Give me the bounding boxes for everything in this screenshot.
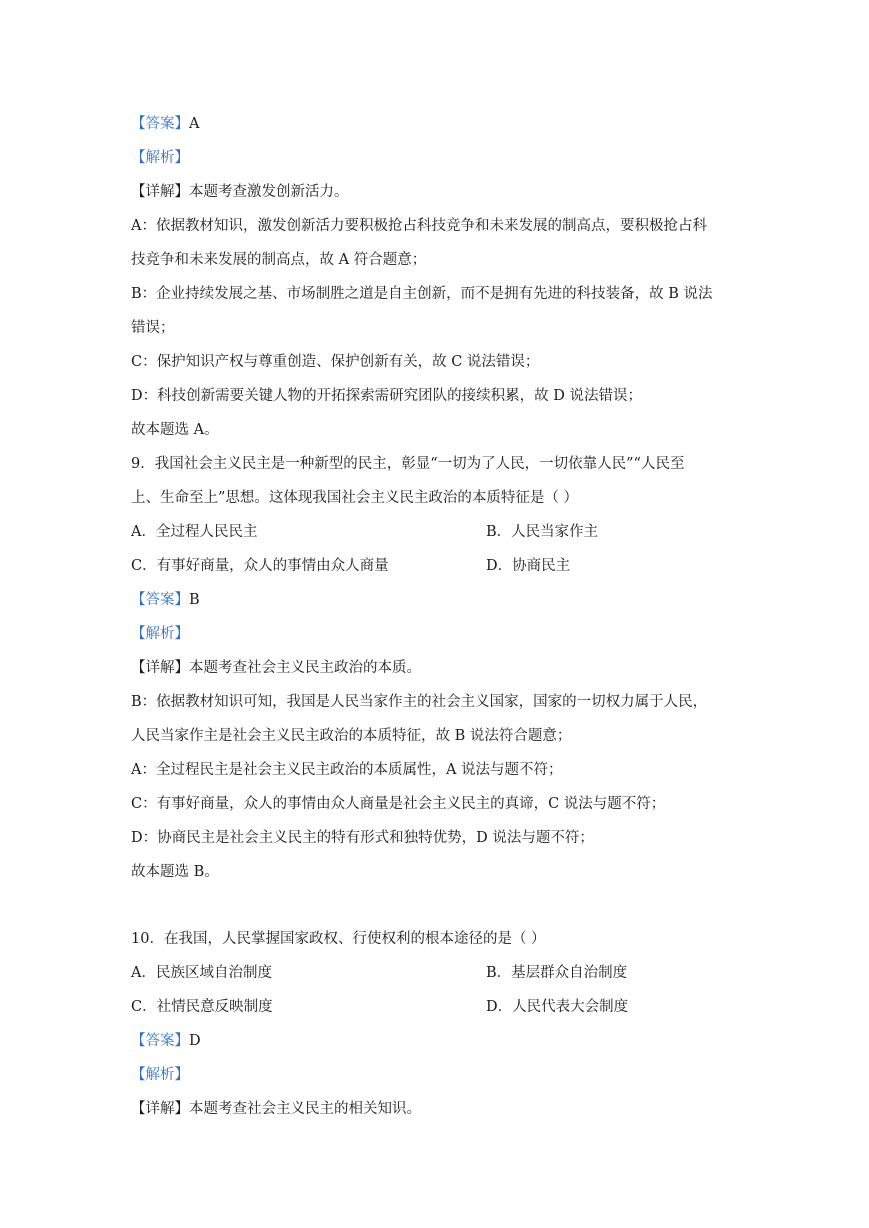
option-b: B．人民当家作主 [486, 524, 599, 540]
option-d: D．人民代表大会制度 [486, 999, 629, 1015]
question-9-stem: 9．我国社会主义民主是一种新型的民主，彰显“一切为了人民，一切依靠人民”“人民至 [131, 456, 685, 472]
detail-line-q9 [131, 651, 751, 685]
detail-line-q8 [131, 175, 751, 209]
explanation-line: 错误； [131, 320, 175, 336]
explanation-line: 人民当家作主是社会主义民主政治的本质特征，故 B 说法符合题意； [131, 728, 572, 744]
detail-label: 【详解】 [131, 184, 189, 200]
analysis-label: 【解析】 [131, 150, 189, 166]
explanation-line: D：科技创新需要关键人物的开拓探索需研究团队的接续积累，故 D 说法错误； [131, 388, 642, 404]
option-c: C．社情民意反映制度 [131, 999, 273, 1015]
explanation-line: C：有事好商量，众人的事情由众人商量是社会主义民主的真谛，C 说法与题不符； [131, 796, 666, 812]
answer-value: A [189, 116, 200, 132]
explanation-line: 故本题选 B。 [131, 864, 219, 880]
explanation-line: B：企业持续发展之基、市场制胜之道是自主创新，而不是拥有先进的科技装备，故 B 说法 [131, 286, 713, 302]
detail-label: 【详解】 [131, 660, 189, 676]
answer-value: B [189, 592, 200, 608]
option-d: D．协商民主 [486, 558, 571, 574]
detail-line-q10 [131, 1092, 751, 1126]
analysis-line-q9 [131, 617, 751, 651]
analysis-line-q8 [131, 141, 751, 175]
question-9-options-row [131, 515, 751, 549]
spacer [131, 889, 751, 922]
answer-line-q9 [131, 583, 751, 617]
detail-text: 本题考查社会主义民主政治的本质。 [189, 660, 421, 676]
question-10-options-row [131, 956, 751, 990]
answer-label: 【答案】 [131, 116, 189, 132]
question-10-stem: 10．在我国，人民掌握国家政权、行使权利的根本途径的是（ ） [131, 931, 546, 947]
explanation-line: A：依据教材知识，激发创新活力要积极抢占科技竞争和未来发展的制高点，要积极抢占科 [131, 218, 707, 234]
analysis-label: 【解析】 [131, 1067, 189, 1083]
question-9-stem: 上、生命至上”思想。这体现我国社会主义民主政治的本质特征是（ ） [131, 490, 579, 506]
option-b: B．基层群众自治制度 [486, 965, 628, 981]
explanation-line: D：协商民主是社会主义民主的特有形式和独特优势，D 说法与题不符； [131, 830, 594, 846]
question-10-options-row [131, 990, 751, 1024]
detail-text: 本题考查激发创新活力。 [189, 184, 349, 200]
question-9-options-row [131, 549, 751, 583]
option-c: C．有事好商量，众人的事情由众人商量 [131, 558, 389, 574]
detail-text: 本题考查社会主义民主的相关知识。 [189, 1101, 421, 1117]
explanation-line: 技竞争和未来发展的制高点，故 A 符合题意； [131, 252, 427, 268]
explanation-line: B：依据教材知识可知，我国是人民当家作主的社会主义国家，国家的一切权力属于人民， [131, 694, 708, 710]
detail-label: 【详解】 [131, 1101, 189, 1117]
option-a: A．民族区域自治制度 [131, 965, 272, 981]
answer-value: D [189, 1033, 201, 1049]
answer-line-q8 [131, 107, 751, 141]
document-page [131, 107, 751, 1126]
explanation-line: 故本题选 A。 [131, 422, 219, 438]
analysis-label: 【解析】 [131, 626, 189, 642]
option-a: A．全过程人民民主 [131, 524, 258, 540]
analysis-line-q10 [131, 1058, 751, 1092]
answer-line-q10 [131, 1024, 751, 1058]
answer-label: 【答案】 [131, 592, 189, 608]
answer-label: 【答案】 [131, 1033, 189, 1049]
explanation-line: A：全过程民主是社会主义民主政治的本质属性，A 说法与题不符； [131, 762, 563, 778]
explanation-line: C：保护知识产权与尊重创造、保护创新有关，故 C 说法错误； [131, 354, 540, 370]
